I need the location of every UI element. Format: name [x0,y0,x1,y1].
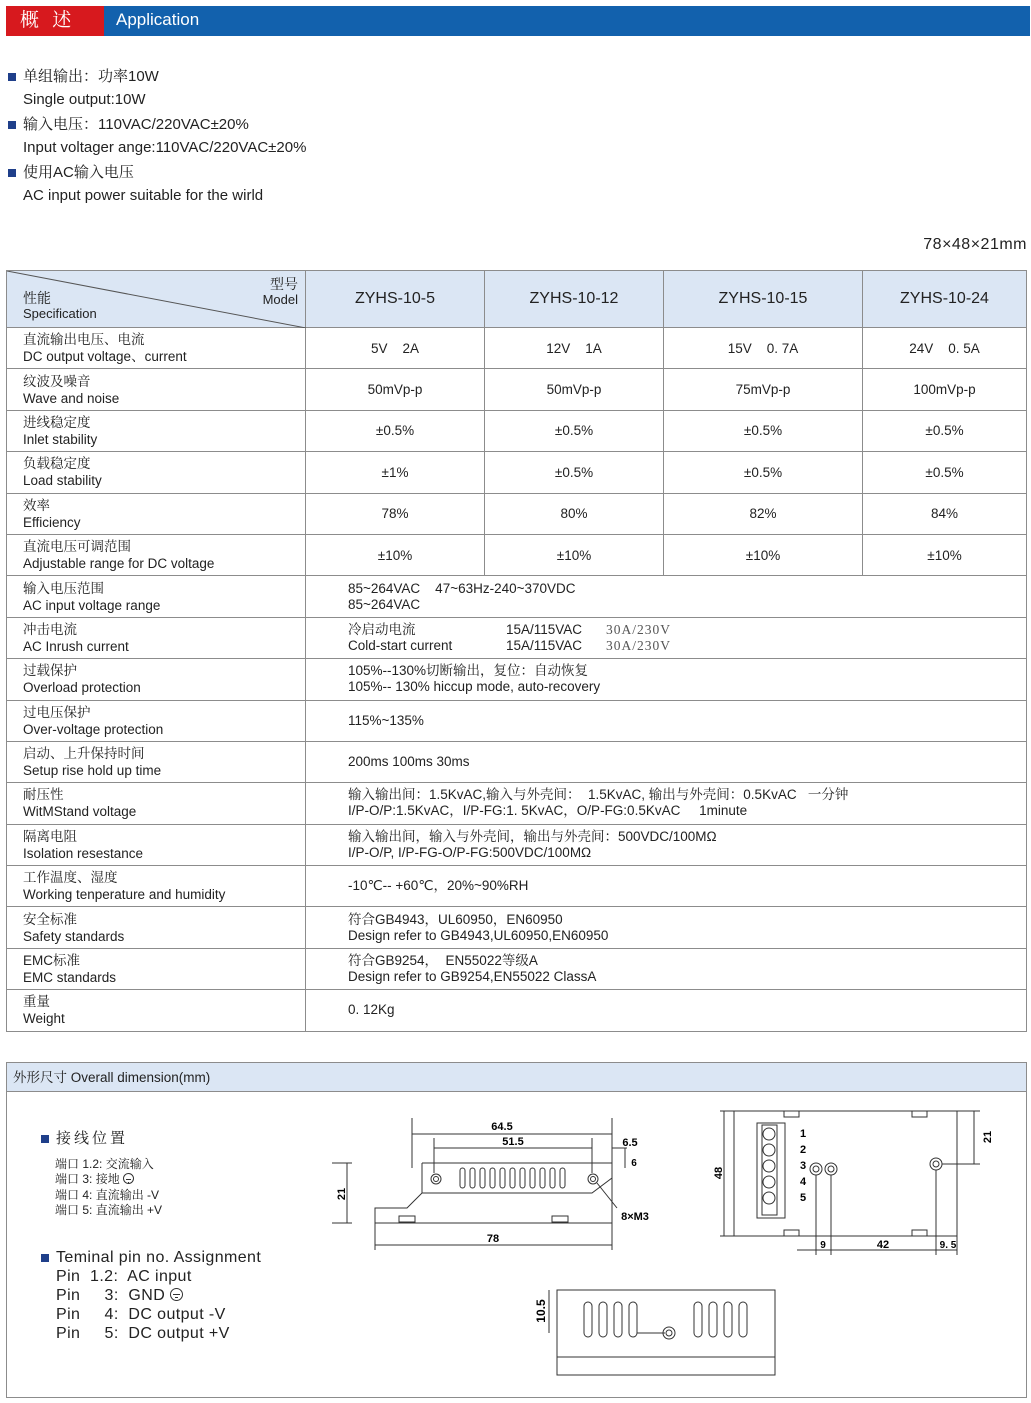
bullet-icon [8,73,16,81]
dim-label: 10.5 [534,1299,548,1323]
intro-item-cn: 使用AC输入电压 [8,161,608,184]
spec-value [306,990,1027,1031]
pin-line: Pin 4: DC output -V [56,1306,226,1323]
value-line: Design refer to GB9254,EN55022 ClassA [348,969,597,985]
intro-item-cn: 单组输出：功率10W [8,65,608,88]
dim-label: 8×M3 [621,1211,649,1223]
pin-number: 2 [800,1144,807,1156]
spec-row-wide [7,907,1027,948]
spec-value: 78% [306,493,485,534]
row-label [7,907,306,948]
intro-item-cn: 输入电压：110VAC/220VAC±20% [8,113,608,136]
spec-value: ±1% [306,452,485,493]
row-label [7,700,306,741]
spec-value [306,741,1027,782]
model-header: ZYHS-10-24 [863,271,1027,328]
spec-cn: 性能 [23,290,51,306]
spec-value: 冷启动电流 15A/115VAC 30A/230V Cold-start current 15A/115VAC 30A/230V [306,617,1027,658]
pin-line: Pin 3: GND [41,1286,261,1305]
row-label-en: Safety standards [23,928,125,944]
side-view-drawing [712,1103,997,1263]
row-label [7,824,306,865]
row-label [7,948,306,989]
spec-value: ±0.5% [863,452,1027,493]
pin-line: Pin 5: DC output +V [56,1325,230,1342]
spec-value: ±0.5% [485,410,664,451]
row-label [7,866,306,907]
spec-value: 82% [664,493,863,534]
intro-item-en: Single output:10W [23,91,146,108]
spec-row-wide [7,824,1027,865]
spec-value: ±0.5% [664,452,863,493]
pin-assignment-en [41,1248,261,1343]
spec-row [7,493,1027,534]
row-label-cn: 过载保护 [23,663,77,679]
spec-value: 50mVp-p [306,369,485,410]
row-label-en: AC input voltage range [23,597,161,613]
dim-label: 6 [631,1158,637,1169]
row-label-cn: 过电压保护 [23,704,91,720]
row-label-en: Over-voltage protection [23,721,164,737]
spec-value: 84% [863,493,1027,534]
intro-list [8,65,608,209]
row-label-en: Overload protection [23,680,141,696]
spec-value: ±10% [863,534,1027,575]
pin-number: 1 [800,1128,807,1140]
spec-value [306,866,1027,907]
row-label [7,410,306,451]
spec-row-wide [7,659,1027,700]
spec-value: 5V 2A [306,328,485,369]
pin-number: 3 [800,1160,807,1172]
spec-row-wide [7,700,1027,741]
value-line: Design refer to GB4943,UL60950,EN60950 [348,927,609,943]
row-label-en: WitMStand voltage [23,804,137,820]
row-label [7,576,306,617]
row-label-cn: 安全标准 [23,911,77,927]
corner-cell [7,271,306,328]
value-line: 输入输出间，输入与外壳间，输出与外壳间：500VDC/100MΩ [348,828,717,844]
spec-row-wide [7,783,1027,824]
spec-row-wide [7,948,1027,989]
row-label-cn: 启动、上升保持时间 [23,746,145,762]
value-line: 85~264VAC 47~63Hz-240~370VDC [348,580,576,596]
row-label-en: Working tenperature and humidity [23,887,226,903]
dim-label: 9. 5 [939,1240,957,1251]
spec-value: ±0.5% [863,410,1027,451]
row-label [7,659,306,700]
front-view-drawing [327,1108,657,1258]
spec-row [7,369,1027,410]
spec-row-wide [7,866,1027,907]
row-label [7,990,306,1031]
value-line: 200ms 100ms 30ms [348,754,470,770]
header-en: Application [104,6,1030,36]
row-label [7,452,306,493]
pin-title-cn: 接线位置 [56,1130,129,1147]
value-line: 105%-- 130% hiccup mode, auto-recovery [348,679,601,695]
dim-label: 51.5 [502,1136,524,1148]
pin-line: 端口 5: 直流输出 +V [55,1203,163,1217]
row-label-en: Efficiency [23,514,81,530]
row-label-cn: 冲击电流 [23,621,77,637]
value-line: I/P-O/P, I/P-FG-O/P-FG:500VDC/100MΩ [348,844,592,860]
row-label-cn: 隔离电阻 [23,828,77,844]
spec-value [306,907,1027,948]
dim-label: 9 [820,1240,826,1251]
value-line: 输入输出间：1.5KvAC,输入与外壳间： 1.5KvAC, 输出与外壳间：0.5KvAC 一分钟 [348,787,849,803]
row-label-cn: 负载稳定度 [23,456,91,472]
pin-title-en: Teminal pin no. Assignment [56,1249,262,1266]
spec-value [306,948,1027,989]
spec-row-wide [7,741,1027,782]
bottom-view-drawing [527,1285,787,1390]
pin-line: 端口 1.2: 交流输入 [55,1156,154,1171]
row-label-cn: 工作温度、湿度 [23,870,118,886]
row-label-en: EMC standards [23,970,117,986]
value-line: -10℃-- +60℃，20%~90%RH [348,878,529,894]
row-label-cn: 纹波及噪音 [23,373,91,389]
dimension-title: 外形尺寸 Overall dimension(mm) [7,1063,1026,1092]
pin-number: 4 [800,1176,807,1188]
section-header [6,6,1030,36]
row-label [7,328,306,369]
spec-value: ±0.5% [485,452,664,493]
row-label-cn: EMC标准 [23,953,80,969]
row-label-en: Isolation resestance [23,845,144,861]
spec-value: 50mVp-p [485,369,664,410]
row-label-en: Adjustable range for DC voltage [23,556,215,572]
spec-row [7,452,1027,493]
model-en: Model [262,292,298,307]
spec-value: ±10% [306,534,485,575]
row-label-cn: 耐压性 [23,787,64,803]
row-label-cn: 重量 [23,994,50,1010]
value-line: 符合GB9254， EN55022等级A [348,953,538,969]
bullet-icon [8,121,16,129]
pin-line: 端口 4: 直流输出 -V [55,1187,160,1202]
row-label-en: Load stability [23,473,102,489]
intro-item-en: AC input power suitable for the wirld [23,187,264,204]
spec-value: ±0.5% [664,410,863,451]
spec-row-wide [7,576,1027,617]
spec-row [7,328,1027,369]
row-label-en: Wave and noise [23,390,120,406]
value-line: 105%--130%切断输出，复位：自动恢复 [348,663,589,679]
model-header: ZYHS-10-5 [306,271,485,328]
ground-icon [170,1288,183,1301]
bullet-icon [8,169,16,177]
value-line: 符合GB4943，UL60950，EN60950 [348,911,563,927]
value-line: 115%~135% [348,712,424,728]
row-label-en: DC output voltage、current [23,349,187,365]
dim-label: 21 [982,1130,994,1144]
row-label-cn: 输入电压范围 [23,580,104,596]
spec-value: 15V 0. 7A [664,328,863,369]
spec-value: ±0.5% [306,410,485,451]
row-label [7,783,306,824]
spec-value: ±10% [485,534,664,575]
dim-label: 78 [486,1233,500,1245]
dim-label: 42 [876,1239,890,1251]
bullet-icon [41,1135,49,1143]
spec-value: 100mVp-p [863,369,1027,410]
pin-line: Pin 1.2: AC input [56,1268,192,1285]
intro-item-en: Input voltager ange:110VAC/220VAC±20% [23,139,307,156]
spec-row-wide [7,990,1027,1031]
model-cn: 型号 [270,276,298,292]
model-header: ZYHS-10-12 [485,271,664,328]
row-label [7,741,306,782]
row-label-cn: 进线稳定度 [23,414,91,430]
row-label-en: Inlet stability [23,431,98,447]
row-label-en: Weight [23,1011,65,1027]
spec-value: 12V 1A [485,328,664,369]
spec-value [306,700,1027,741]
value-line: 0. 12Kg [348,1002,395,1018]
spec-value: 80% [485,493,664,534]
spec-value [306,576,1027,617]
dim-label: 6.5 [622,1137,638,1149]
pin-line: 端口 3: 接地 [41,1172,162,1188]
product-dimensions: 78×48×21mm [923,236,1027,253]
spec-row-wide [7,617,1027,658]
row-label-cn: 直流电压可调范围 [23,539,131,555]
model-header: ZYHS-10-15 [664,271,863,328]
row-label [7,617,306,658]
spec-value [306,824,1027,865]
ground-icon [123,1173,134,1184]
row-label-cn: 效率 [23,497,50,513]
spec-value: 24V 0. 5A [863,328,1027,369]
spec-value [306,783,1027,824]
row-label-cn: 直流输出电压、电流 [23,332,145,348]
row-label [7,534,306,575]
row-label-en: AC Inrush current [23,638,129,654]
value-line: I/P-O/P:1.5KvAC，I/P-FG:1. 5KvAC，O/P-FG:0.5KvAC 1minute [348,803,748,819]
pin-assignment-cn [41,1131,162,1219]
spec-table [6,270,1027,1032]
bullet-icon [41,1254,49,1262]
spec-value: 75mVp-p [664,369,863,410]
dim-label: 21 [336,1187,348,1201]
spec-row [7,410,1027,451]
value-line: 85~264VAC [348,596,421,612]
dim-label: 48 [713,1166,725,1180]
spec-value: ±10% [664,534,863,575]
spec-en: Specification [23,306,97,321]
pin-number: 5 [800,1192,807,1204]
row-label-en: Setup rise hold up time [23,763,162,779]
header-cn: 概 述 [6,6,104,36]
row-label [7,493,306,534]
row-label [7,369,306,410]
spec-value [306,659,1027,700]
dimension-section [6,1062,1027,1398]
table-header-row [7,271,1027,328]
spec-row [7,534,1027,575]
dim-label: 64.5 [491,1121,513,1133]
